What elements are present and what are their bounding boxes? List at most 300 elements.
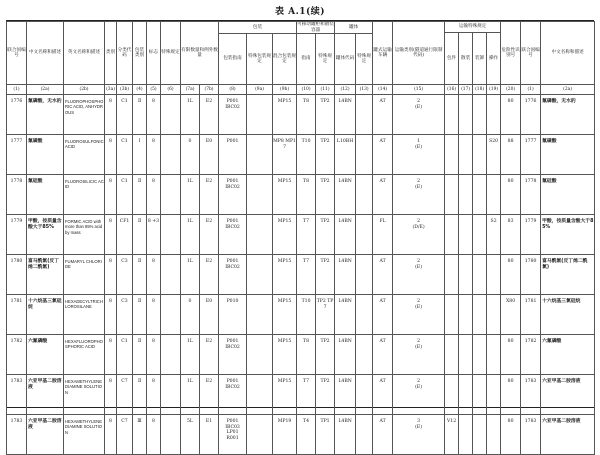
vehicle-cell: AT (373, 95, 393, 135)
tank-instruction-cell: T7 (297, 215, 316, 255)
limited-quantity-cell: 1L (181, 335, 200, 375)
column-number: (2a) (27, 85, 64, 95)
un-no-cell: 1776 (7, 95, 27, 135)
rtank-special-cell (356, 415, 373, 455)
column-number: (9a) (247, 85, 273, 95)
header-packing-instruction: 包装指南 (219, 34, 247, 85)
ts-bulk-cell (459, 95, 473, 135)
rtank-special-cell (356, 175, 373, 215)
packing-instruction-cell-line: P001 (226, 259, 239, 265)
rtank-special-cell (356, 295, 373, 335)
ts-operation-cell (487, 295, 501, 335)
column-number: (7a) (181, 85, 200, 95)
vehicle-cell: AT (373, 415, 393, 455)
packing-special-cell (247, 295, 273, 335)
rtank-code-cell: L4BN (335, 215, 356, 255)
dangerous-goods-table (6, 21, 595, 455)
cn-name-repeat-cell: 六亚甲基二胺溶液 (541, 375, 595, 415)
class-code-cell: C1 (117, 95, 133, 135)
vehicle-cell: AT (373, 375, 393, 415)
packing-instruction-cell-line: P001 (226, 339, 239, 345)
ts-operation-cell (487, 175, 501, 215)
table-row (7, 135, 595, 175)
packing-instruction-cell (219, 175, 247, 215)
special-provisions-cell (161, 295, 181, 335)
ts-bulk-cell (459, 135, 473, 175)
hazard-id-cell: 80 (501, 175, 521, 215)
en-name-cell: FLUOROPHOSPHORIC ACID, ANHYDROUS (64, 95, 105, 135)
class-code-cell: C3 (117, 255, 133, 295)
un-no-cell: 1778 (7, 175, 27, 215)
rtank-special-cell (356, 135, 373, 175)
label-cell: 8 (147, 415, 161, 455)
class-cell: 8 (105, 415, 117, 455)
limited-quantity-cell: 1L (181, 255, 200, 295)
packing-special-cell (247, 215, 273, 255)
en-name-cell: HEXAMETHYLENEDIAMINE SOLUTION (64, 415, 105, 455)
ts-load-cell (473, 175, 487, 215)
hazard-id-cell: 80 (501, 415, 521, 455)
rtank-code-cell: L4BN (335, 175, 356, 215)
cn-name-cell: 氟硅酸 (27, 175, 64, 215)
column-number: (19) (487, 85, 501, 95)
packing-group-cell: Ⅱ (133, 375, 147, 415)
transport-category-cell (393, 215, 445, 255)
transport-category-cell (393, 295, 445, 335)
column-number: (2a) (541, 85, 595, 95)
hazard-id-cell: 80 (501, 255, 521, 295)
vehicle-cell: AT (373, 175, 393, 215)
transport-category-cell-line: 2 (417, 339, 421, 345)
ts-package-cell (445, 255, 459, 295)
column-number: (15) (393, 85, 445, 95)
cn-name-repeat-cell: 富马酰氯(反丁烯二酰氯) (541, 255, 595, 295)
mixed-packing-cell: MP15 (273, 335, 297, 375)
column-number: (5) (147, 85, 161, 95)
header-special-provisions: 特殊规定 (161, 22, 181, 85)
transport-category-cell (393, 135, 445, 175)
class-code-cell: C1 (117, 135, 133, 175)
transport-category-cell-line: 2 (417, 299, 421, 305)
column-number: (13) (356, 85, 373, 95)
header-ts-bulk: 散装 (459, 33, 473, 85)
ts-bulk-cell (459, 215, 473, 255)
cn-name-cell: 氟磺酸 (27, 135, 64, 175)
rtank-code-cell: L4BN (335, 375, 356, 415)
packing-instruction-cell-line: P001 (226, 419, 239, 425)
un-no-cell: 1779 (7, 215, 27, 255)
transport-category-cell-line: 2 (417, 99, 421, 105)
excepted-quantity-cell: E0 (200, 295, 219, 335)
vehicle-cell: AT (373, 295, 393, 335)
en-name-cell: HEXADECYLTRICHLOROSILANE (64, 295, 105, 335)
tank-special-cell: TP2 (316, 175, 335, 215)
packing-special-cell (247, 335, 273, 375)
label-cell: 8 (147, 335, 161, 375)
column-number: (1) (521, 85, 541, 95)
header-packing: 包装 (219, 22, 297, 34)
header-rtank-special: 特殊规定 (356, 34, 373, 85)
packing-instruction-cell-line: IBC02 (225, 344, 240, 350)
limited-quantity-cell: 1L (181, 215, 200, 255)
label-cell: 8 (147, 255, 161, 295)
column-number: (17) (459, 85, 473, 95)
cn-name-repeat-cell: 氟磺酸 (541, 135, 595, 175)
table-row (7, 215, 595, 255)
table-title: 表 A.1(续) (274, 7, 326, 17)
label-cell: 8 (147, 135, 161, 175)
packing-instruction-cell (219, 215, 247, 255)
column-number: (12) (335, 85, 356, 95)
hazard-id-cell: 80 (501, 95, 521, 135)
mixed-packing-cell: MP8 MP17 (273, 135, 297, 175)
class-cell: 8 (105, 135, 117, 175)
packing-instruction-cell-line: P001 (226, 179, 239, 185)
header-cn-name-repeat: 中文名称和描述 (541, 22, 595, 85)
cn-name-cell: 六氟磷酸 (27, 335, 64, 375)
ts-bulk-cell (459, 295, 473, 335)
rtank-special-cell (356, 215, 373, 255)
excepted-quantity-cell: E2 (200, 255, 219, 295)
packing-instruction-cell-line: IBC02 (225, 104, 240, 110)
ts-package-cell (445, 335, 459, 375)
limited-quantity-cell: 5L (181, 415, 200, 455)
packing-instruction-cell-line: LP01 (226, 430, 239, 436)
cn-name-repeat-cell: 六氟磷酸 (541, 335, 595, 375)
rtank-code-cell: L4BN (335, 295, 356, 335)
packing-instruction-cell-line: R001 (226, 435, 239, 441)
class-cell: 8 (105, 95, 117, 135)
cn-name-repeat-cell: 氟硅酸 (541, 175, 595, 215)
transport-category-cell (393, 95, 445, 135)
hazard-id-cell: 88 (501, 135, 521, 175)
transport-category-cell (393, 415, 445, 455)
en-name-cell: HEXAMETHYLENEDIAMINE SOLUTION (64, 375, 105, 415)
rtank-special-cell (356, 255, 373, 295)
rtank-code-cell: L4BN (335, 335, 356, 375)
tank-instruction-cell: T10 (297, 295, 316, 335)
un-no-repeat-cell: 1783 (521, 415, 541, 455)
hazard-id-cell: X80 (501, 295, 521, 335)
header-rtank-code: 罐体代码 (335, 34, 356, 85)
packing-instruction-cell-line: P001 (226, 379, 239, 385)
header-transport-category: 运输类别(隧道通行限制代码) (393, 22, 445, 85)
vehicle-cell: AT (373, 135, 393, 175)
vehicle-cell: AT (373, 335, 393, 375)
column-number: (11) (316, 85, 335, 95)
column-number-row (7, 85, 595, 95)
un-no-cell: 1780 (7, 255, 27, 295)
ts-load-cell (473, 335, 487, 375)
excepted-quantity-cell: E0 (200, 135, 219, 175)
hazard-id-cell: 80 (501, 335, 521, 375)
transport-category-cell (393, 255, 445, 295)
ts-operation-cell (487, 95, 501, 135)
cn-name-cell: 甲酸，按质量含酸大于85% (27, 215, 64, 255)
column-number: (2b) (64, 85, 105, 95)
header-ts-load: 装卸 (473, 33, 487, 85)
rtank-special-cell (356, 335, 373, 375)
mixed-packing-cell: MP15 (273, 375, 297, 415)
transport-category-cell (393, 335, 445, 375)
dangerous-goods-table-frame (6, 20, 594, 441)
un-no-cell: 1777 (7, 135, 27, 175)
column-number: (16) (445, 85, 459, 95)
mixed-packing-cell: MP15 (273, 175, 297, 215)
packing-special-cell (247, 135, 273, 175)
packing-instruction-cell-line: P001 (226, 219, 239, 225)
packing-group-cell: Ⅱ (133, 215, 147, 255)
un-no-repeat-cell: 1780 (521, 255, 541, 295)
rtank-code-cell: L4BN (335, 95, 356, 135)
rtank-special-cell (356, 95, 373, 135)
vehicle-cell: FL (373, 215, 393, 255)
mixed-packing-cell: MP15 (273, 95, 297, 135)
ts-bulk-cell (459, 175, 473, 215)
column-number: (10) (297, 85, 316, 95)
packing-instruction-cell-line: P001 (226, 99, 239, 105)
excepted-quantity-cell: E2 (200, 335, 219, 375)
un-no-repeat-cell: 1778 (521, 175, 541, 215)
excepted-quantity-cell: E2 (200, 175, 219, 215)
class-cell: 8 (105, 215, 117, 255)
ts-package-cell (445, 215, 459, 255)
cn-name-cell: 氟磷酸，无水的 (27, 95, 64, 135)
excepted-quantity-cell: E2 (200, 375, 219, 415)
en-name-cell: FLUOROSULFONIC ACID (64, 135, 105, 175)
transport-category-cell-line: (E) (415, 424, 423, 430)
limited-quantity-cell: 0 (181, 135, 200, 175)
table-body (7, 95, 595, 455)
tank-instruction-cell: T7 (297, 255, 316, 295)
packing-instruction-cell-line: P010 (226, 299, 239, 305)
ts-operation-cell (487, 255, 501, 295)
packing-instruction-cell (219, 95, 247, 135)
table-row (7, 255, 595, 295)
limited-quantity-cell: 0 (181, 295, 200, 335)
ts-bulk-cell (459, 415, 473, 455)
excepted-quantity-cell: E2 (200, 215, 219, 255)
transport-category-cell-line: (E) (415, 104, 423, 110)
un-no-cell: 1781 (7, 295, 27, 335)
mixed-packing-cell: MP15 (273, 255, 297, 295)
packing-group-cell: Ⅲ (133, 415, 147, 455)
header-rtank: 罐体 (335, 22, 373, 34)
packing-special-cell (247, 95, 273, 135)
ts-package-cell (445, 295, 459, 335)
un-no-cell: 1783 (7, 415, 27, 455)
cn-name-cell: 六亚甲基二胺溶液 (27, 415, 64, 455)
header-transport-special: 运输特殊规定 (445, 22, 501, 33)
packing-instruction-cell (219, 415, 247, 455)
cn-name-repeat-cell: 十六烷基三氯硅烷 (541, 295, 595, 335)
label-cell: 8 (147, 295, 161, 335)
table-row (7, 415, 595, 455)
class-code-cell: C1 (117, 335, 133, 375)
header-un-no-repeat: 联合国编号 (521, 22, 541, 85)
tank-special-cell: TP2 (316, 255, 335, 295)
packing-group-cell: Ⅱ (133, 335, 147, 375)
class-cell: 8 (105, 375, 117, 415)
packing-instruction-cell (219, 135, 247, 175)
packing-group-cell: Ⅰ (133, 135, 147, 175)
transport-category-cell (393, 175, 445, 215)
tank-special-cell: TP2 (316, 95, 335, 135)
column-number: (6) (161, 85, 181, 95)
ts-package-cell (445, 135, 459, 175)
label-cell: 8 (147, 175, 161, 215)
packing-instruction-cell-line: IBC02 (225, 384, 240, 390)
packing-group-cell: Ⅱ (133, 175, 147, 215)
ts-operation-cell: S2 (487, 215, 501, 255)
header-ts-operation: 操作 (487, 33, 501, 85)
header-tank-instruction: 指南 (297, 34, 316, 85)
un-no-repeat-cell: 1776 (521, 95, 541, 135)
transport-category-cell-line: 2 (417, 379, 421, 385)
tank-special-cell: TP2 (316, 135, 335, 175)
header-label: 标志 (147, 22, 161, 85)
cn-name-cell: 六亚甲基二胺溶液 (27, 375, 64, 415)
class-cell: 8 (105, 255, 117, 295)
header-packing-group: 包装类别 (133, 22, 147, 85)
special-provisions-cell (161, 135, 181, 175)
special-provisions-cell (161, 95, 181, 135)
hazard-id-cell: 83 (501, 215, 521, 255)
en-name-cell: FUMARYL CHLORIDE (64, 255, 105, 295)
transport-category-cell-line: 2 (417, 259, 421, 265)
header-class: 类别 (105, 22, 117, 85)
transport-category-cell-line: (E) (415, 304, 423, 310)
tank-instruction-cell: T4 (297, 415, 316, 455)
header-packing-special: 特殊包装规定 (247, 34, 273, 85)
rtank-code-cell: L4BN (335, 415, 356, 455)
table-row (7, 95, 595, 135)
un-no-repeat-cell: 1779 (521, 215, 541, 255)
column-number: (18) (473, 85, 487, 95)
class-cell: 8 (105, 295, 117, 335)
transport-category-cell-line: (E) (415, 264, 423, 270)
ts-load-cell (473, 135, 487, 175)
header-class-code: 分类代码 (117, 22, 133, 85)
transport-category-cell-line: (D/E) (412, 224, 425, 230)
table-row (7, 175, 595, 215)
cn-name-repeat-cell: 氟磷酸，无水的 (541, 95, 595, 135)
un-no-repeat-cell: 1777 (521, 135, 541, 175)
label-cell: 8 (147, 375, 161, 415)
transport-category-cell-line: 2 (417, 219, 421, 225)
class-code-cell: C1 (117, 175, 133, 215)
tank-instruction-cell: T7 (297, 375, 316, 415)
excepted-quantity-cell: E2 (200, 95, 219, 135)
packing-group-cell: Ⅱ (133, 95, 147, 135)
transport-category-cell-line: (E) (415, 384, 423, 390)
header-mixed-packing: 混合包装规定 (273, 34, 297, 85)
packing-instruction-cell (219, 255, 247, 295)
en-name-cell: FLUOROSILICIC ACID (64, 175, 105, 215)
cn-name-repeat-cell: 甲酸，按质量含酸大于85% (541, 215, 595, 255)
column-number: (3a) (105, 85, 117, 95)
special-provisions-cell (161, 335, 181, 375)
rtank-code-cell: L4BN (335, 255, 356, 295)
tank-special-cell: TP2 (316, 335, 335, 375)
ts-load-cell (473, 95, 487, 135)
class-code-cell: C7 (117, 415, 133, 455)
mixed-packing-cell: MP19 (273, 415, 297, 455)
limited-quantity-cell: 1L (181, 175, 200, 215)
ts-operation-cell (487, 335, 501, 375)
table-row (7, 335, 595, 375)
packing-instruction-cell (219, 335, 247, 375)
table-row (7, 295, 595, 335)
header-tank-special: 特殊规定 (316, 34, 335, 85)
ts-load-cell (473, 295, 487, 335)
header-un-no: 联合国编号 (7, 22, 27, 85)
en-name-cell: FORMIC ACID with more than 85% acid by mass (64, 215, 105, 255)
column-number: (1) (7, 85, 27, 95)
transport-category-cell-line: (E) (415, 184, 423, 190)
limited-quantity-cell: 1L (181, 375, 200, 415)
column-number: (7b) (200, 85, 219, 95)
mixed-packing-cell: MP15 (273, 215, 297, 255)
un-no-cell: 1783 (7, 375, 27, 415)
vehicle-cell: AT (373, 255, 393, 295)
cn-name-cell: 十六烷基三氯硅烷 (27, 295, 64, 335)
label-cell: 8 +3 (147, 215, 161, 255)
header-en-name: 英文名称和描述 (64, 22, 105, 85)
packing-group-cell: Ⅱ (133, 295, 147, 335)
un-no-cell: 1782 (7, 335, 27, 375)
special-provisions-cell (161, 255, 181, 295)
packing-instruction-cell-line: IBC02 (225, 264, 240, 270)
en-name-cell: HEXAFLUOROPHOSPHORIC ACID (64, 335, 105, 375)
class-code-cell: C3 (117, 295, 133, 335)
packing-special-cell (247, 175, 273, 215)
transport-category-cell-line: 1 (417, 139, 421, 145)
packing-group-cell: Ⅱ (133, 255, 147, 295)
tank-special-cell: TP2 (316, 375, 335, 415)
column-number: (8) (219, 85, 247, 95)
cn-name-repeat-cell: 六亚甲基二胺溶液 (541, 415, 595, 455)
packing-instruction-cell-line: IBC02 (225, 224, 240, 230)
hazard-id-cell: 80 (501, 375, 521, 415)
header-portable-tank: 可移动罐柜和散装容器 (297, 22, 334, 33)
ts-load-cell (473, 215, 487, 255)
ts-operation-cell: S20 (487, 135, 501, 175)
column-number: (20) (501, 85, 521, 95)
header-cn-name: 中文名称和描述 (27, 22, 64, 85)
header-limited-excepted: 有限数量和例外数量 (181, 22, 219, 85)
header-hazard-id: 危险性识别号 (501, 22, 521, 85)
special-provisions-cell (161, 175, 181, 215)
packing-special-cell (247, 415, 273, 455)
packing-instruction-cell-line: IBC03 (225, 424, 240, 430)
ts-package-cell (445, 175, 459, 215)
tank-instruction-cell: T8 (297, 175, 316, 215)
cn-name-cell: 富马酰氯(反丁烯二酰氯) (27, 255, 64, 295)
class-cell: 8 (105, 335, 117, 375)
special-provisions-cell (161, 415, 181, 455)
tank-special-cell: TP2 TP7 (316, 295, 335, 335)
class-code-cell: C7 (117, 375, 133, 415)
special-provisions-cell (161, 215, 181, 255)
column-number: (9b) (273, 85, 297, 95)
column-number: (3b) (117, 85, 133, 95)
ts-package-cell: V12 (445, 415, 459, 455)
column-number: (14) (373, 85, 393, 95)
mixed-packing-cell: MP15 (273, 295, 297, 335)
tank-special-cell: TP1 (316, 415, 335, 455)
ts-operation-cell (487, 415, 501, 455)
